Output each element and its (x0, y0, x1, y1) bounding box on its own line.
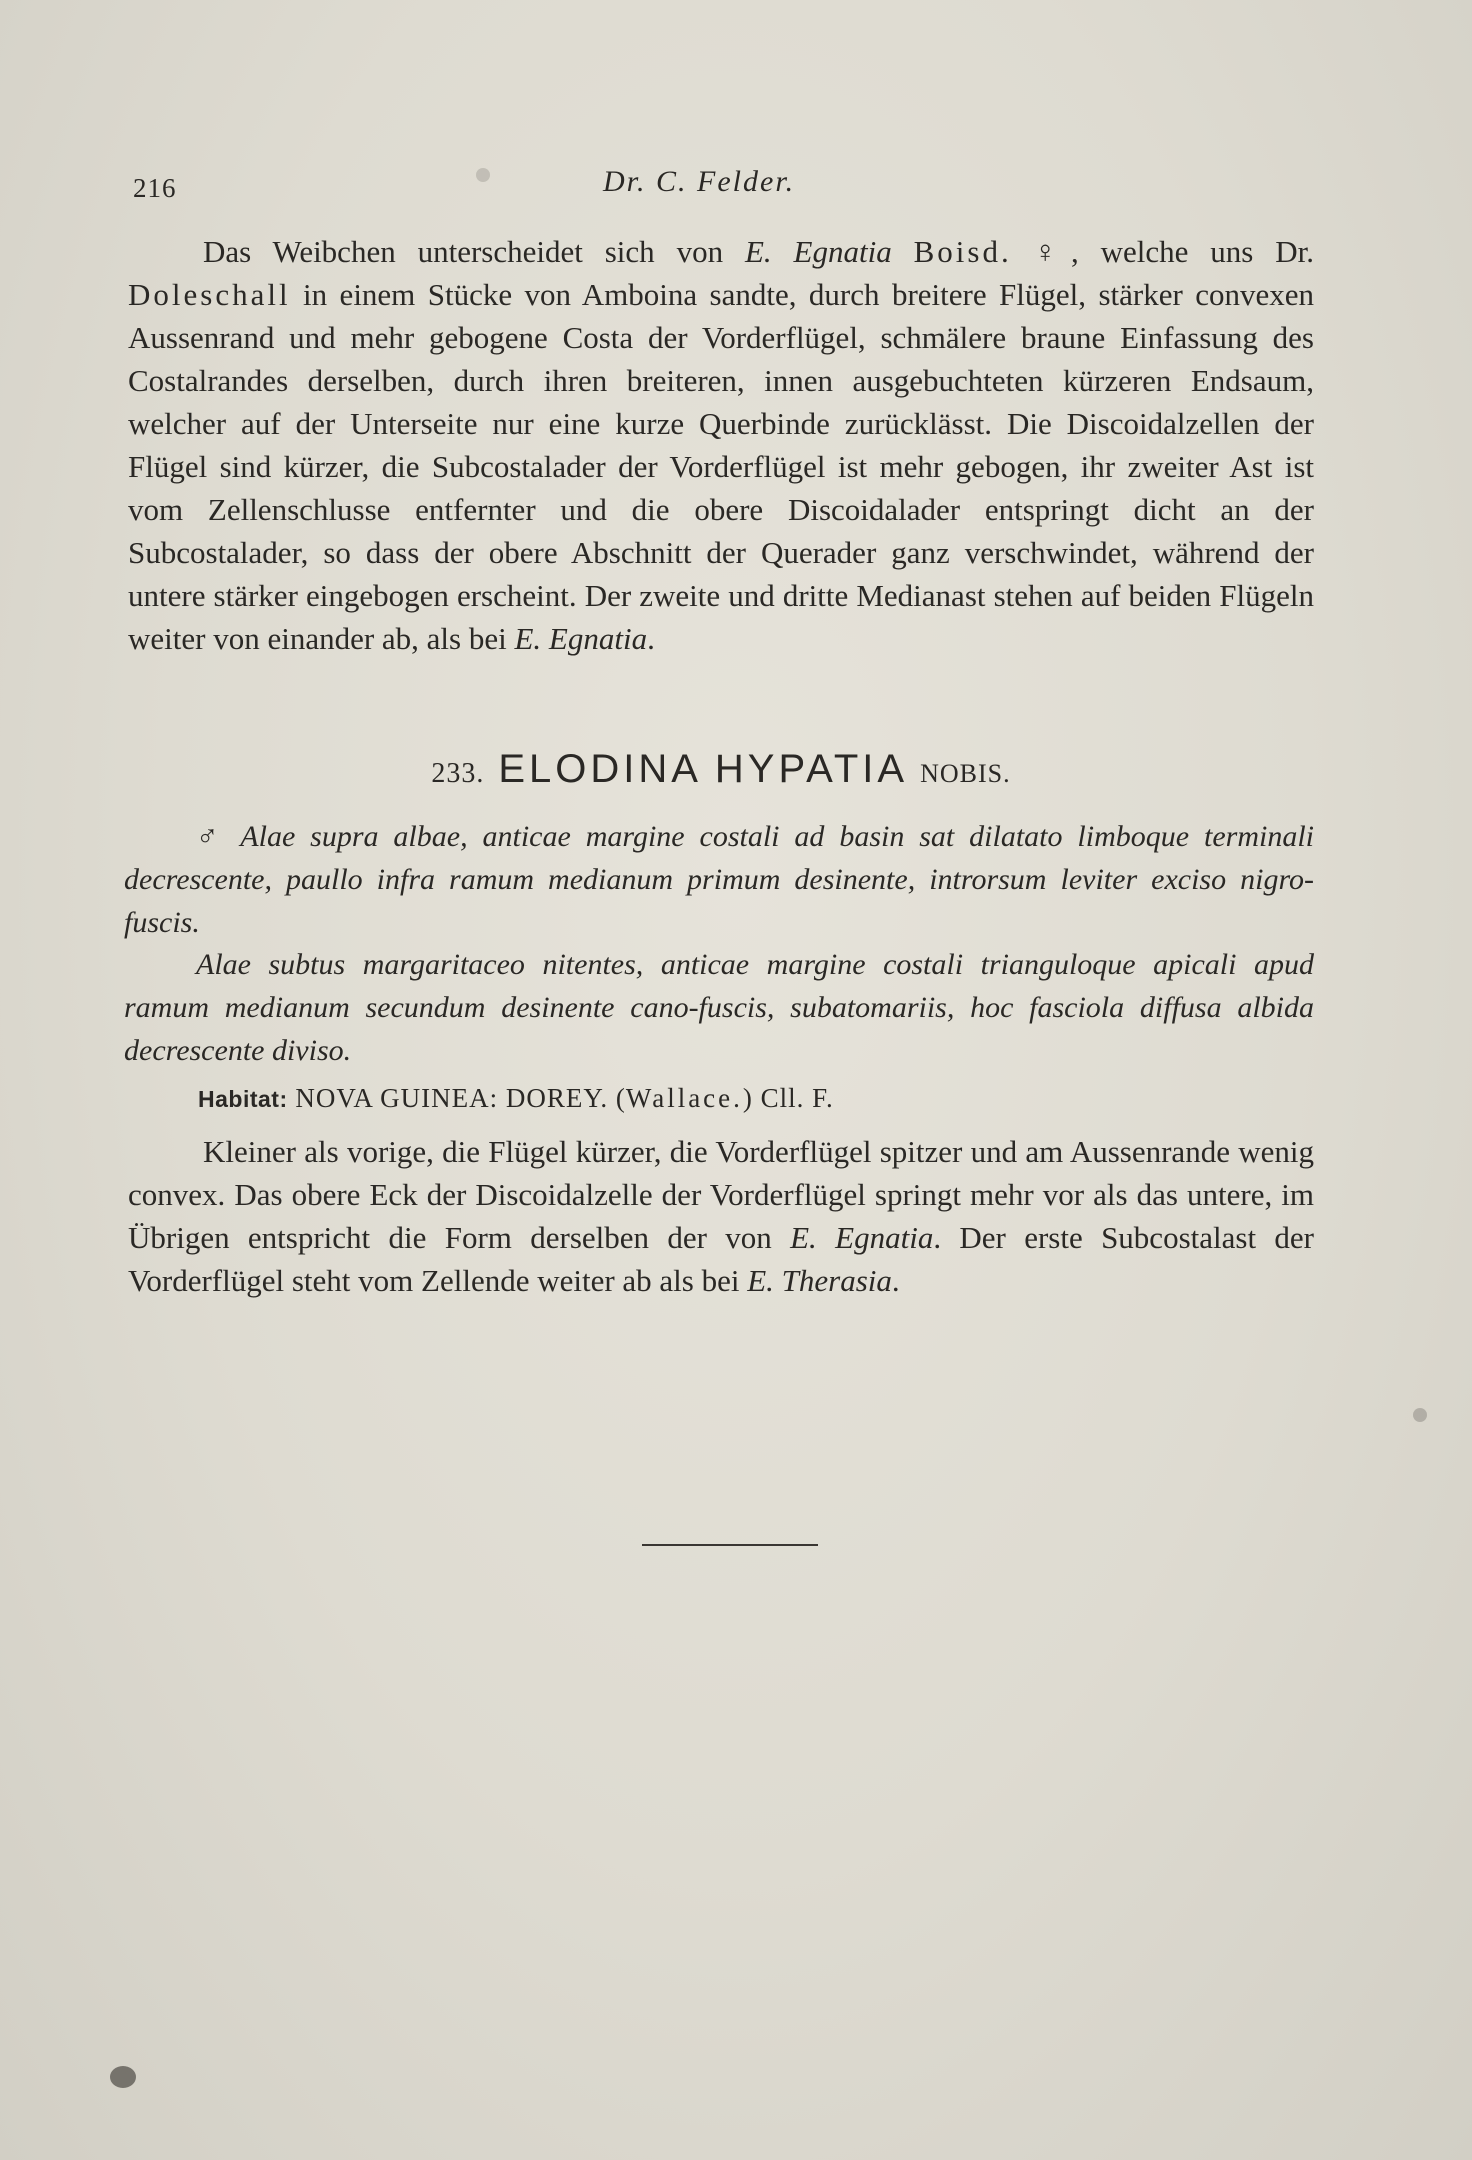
text-run: . (647, 621, 655, 656)
paragraph-comparison (128, 1130, 1314, 1302)
section-divider (642, 1544, 818, 1546)
species-ref: E. Egnatia (744, 234, 892, 269)
latin-diagnosis-under (124, 943, 1314, 1072)
text-run: Das Weibchen unterscheidet sich von (203, 234, 745, 269)
species-name: ELODINA HYPATIA (498, 747, 909, 791)
text-run (892, 234, 914, 269)
paragraph-1 (128, 230, 1314, 660)
author-ref: Boisd. (913, 234, 1012, 269)
collector-ref: Doleschall (128, 277, 291, 312)
species-ref: E. Therasia (747, 1263, 892, 1298)
latin-paragraph-1: ♂ Alae supra albae, anticae margine costali ad basin sat dilatato limboque terminali decrescente, paullo infra ramum medianum primum desinente, introrsum leviter exciso nigro-fuscis. (124, 820, 1314, 939)
species-number: 233. (431, 758, 485, 789)
latin-paragraph-2: Alae subtus margaritaceo nitentes, anticae margine costali trianguloque apicali apud ramum medianum secundum desinente cano-fuscis, subatomariis, hoc fasciola diffusa albida decrescente diviso. (124, 948, 1314, 1067)
text-run: . (891, 1263, 900, 1298)
text-run: Kleiner als vorige, die Flügel kürzer, die Vorderflügel spitzer und am Aussenrande wenig convex. Das obere Eck der Discoidalzelle der Vorderflügel springt mehr vor als das untere, im Übrigen entspricht die Form derselben der von (128, 1134, 1314, 1255)
latin-diagnosis-upper (124, 815, 1314, 944)
species-ref: E. Egnatia (790, 1220, 934, 1255)
paragraph-2 (128, 1130, 1314, 1302)
ink-spot (476, 168, 490, 182)
ink-spot (110, 2066, 136, 2088)
species-author: NOBIS. (920, 759, 1011, 788)
paragraph-female-description (128, 230, 1314, 660)
habitat-text: NOVA GUINEA: DOREY. ( (287, 1083, 626, 1113)
page-header (133, 165, 1313, 215)
running-head: Dr. C. Felder. (603, 165, 796, 198)
text-run: . Der erste Subcostalast der Vorderflügel steht vom Zellende weiter ab als bei (128, 1220, 1314, 1298)
ink-spot (1413, 1408, 1427, 1422)
habitat-collector: Wallace. (625, 1083, 743, 1113)
species-heading (128, 745, 1314, 792)
text-run: ♀, welche uns Dr. (1011, 234, 1315, 269)
habitat-text: ) Cll. F. (742, 1083, 834, 1113)
page-number: 216 (133, 173, 177, 203)
species-ref: E. Egnatia (514, 621, 648, 656)
habitat-line (198, 1083, 834, 1114)
habitat-label: Habitat: (198, 1086, 288, 1112)
text-run: in einem Stücke von Amboina sandte, durch breitere Flügel, stärker convexen Aussenrand und mehr gebogene Costa der Vorderflügel, schmälere braune Einfassung des Costalrandes derselben, durch ihren breiteren, innen ausgebuchteten kürzeren Endsaum, welcher auf der Unterseite nur eine kurze Querbinde zurücklässt. Die Discoidalzellen der Flügel sind kürzer, die Subcostalader der Vorderflügel ist mehr gebogen, ihr zweiter Ast ist vom Zellenschlusse entfernter und die obere Discoidalader entspringt dicht an der Subcostalader, so dass der obere Abschnitt der Querader ganz verschwindet, während der untere stärker eingebogen erscheint. Der zweite und dritte Medianast stehen auf beiden Flügeln weiter von einander ab, als bei (128, 277, 1314, 656)
